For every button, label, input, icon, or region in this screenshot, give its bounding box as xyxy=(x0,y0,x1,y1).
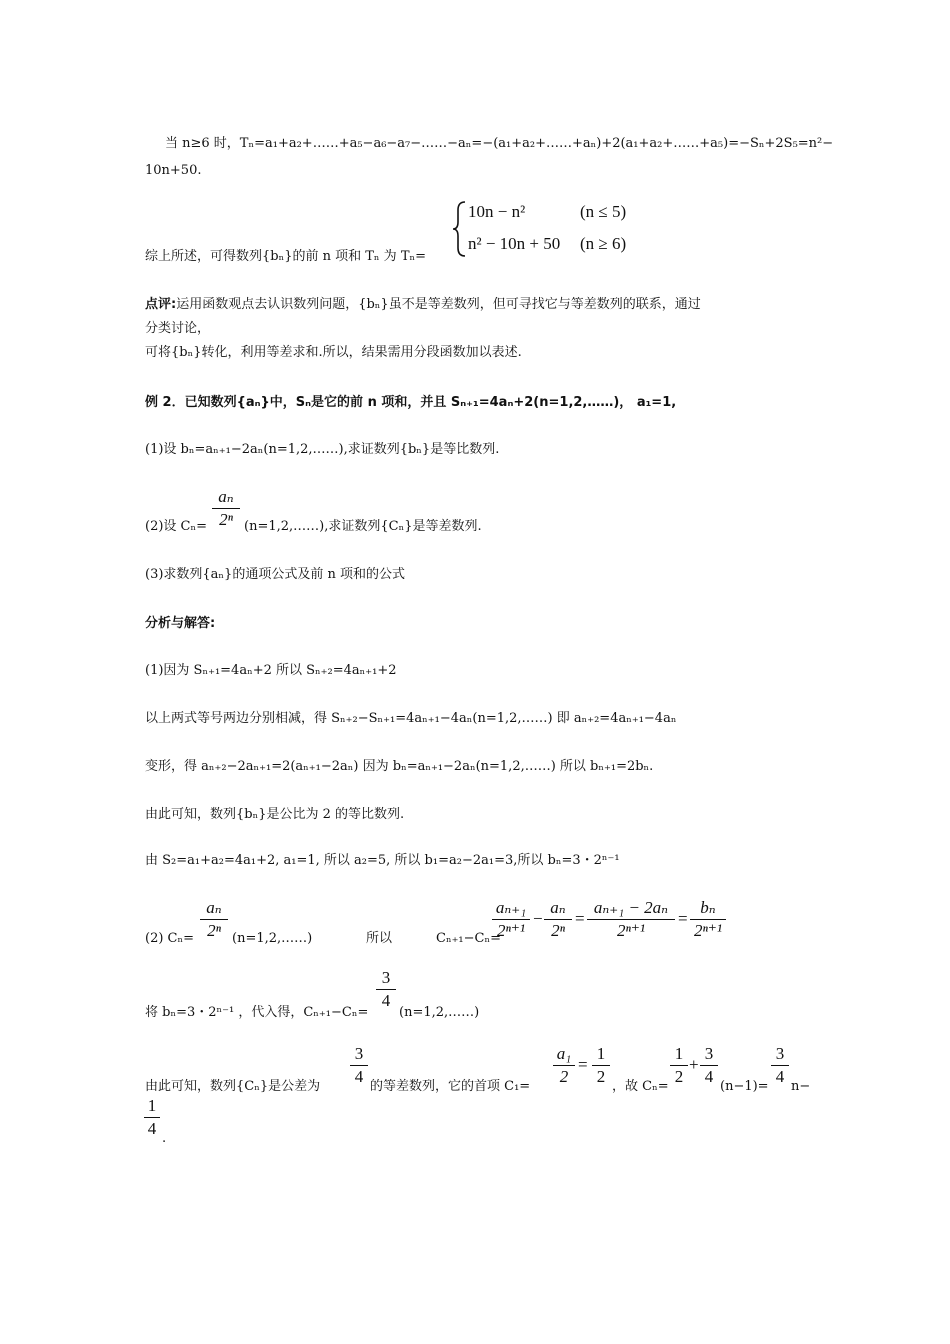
brace-icon xyxy=(452,200,468,258)
part-2-range: (n=1,2,……) xyxy=(232,931,313,946)
fraction-one-half: 1 2 xyxy=(592,1044,610,1087)
fraction-one-quarter: 1 4 xyxy=(144,1096,160,1139)
conclusion-line: ，故 Cₙ= xyxy=(612,1079,669,1094)
question-1: (1)设 bₙ=aₙ₊₁−2aₙ(n=1,2,……),求证数列{bₙ}是等比数列. xyxy=(145,442,500,457)
minus-sign: − xyxy=(533,909,543,928)
fraction-one-half: 1 2 xyxy=(670,1044,688,1087)
answer-line: (1)因为 Sₙ₊₁=4aₙ+2 所以 Sₙ₊₂=4aₙ₊₁+2 xyxy=(145,663,397,678)
fraction-three-quarters: 3 4 xyxy=(700,1044,718,1087)
fraction-three-quarters: 3 4 xyxy=(350,1044,368,1087)
equals-sign: = xyxy=(678,909,688,928)
text-line: 综上所述，可得数列{bₙ}的前 n 项和 Tₙ 为 Tₙ= xyxy=(145,249,427,264)
part-2-prefix: (2) Cₙ= xyxy=(145,931,195,946)
equals-sign: = xyxy=(575,909,585,928)
answer-heading: 分析与解答: xyxy=(145,616,216,631)
conclusion-line: n− xyxy=(791,1079,811,1094)
comment-text: 运用函数观点去认识数列问题，{bₙ}虽不是等差数列，但可寻找它与等差数列的联系，通过 xyxy=(176,297,701,312)
fraction-bn-over-2n1: bₙ 2ⁿ⁺¹ xyxy=(690,898,726,941)
answer-line: 以上两式等号两边分别相减，得 Sₙ₊₂−Sₙ₊₁=4aₙ₊₁−4aₙ(n=1,2,……) 即 aₙ₊₂=4aₙ₊₁−4aₙ xyxy=(145,711,677,726)
conclusion-line: 由此可知，数列{Cₙ}是公差为 xyxy=(145,1079,321,1094)
fraction-three-quarters: 3 4 xyxy=(376,968,396,1011)
comment-line: 可将{bₙ}转化，利用等差求和.所以，结果需用分段函数加以表述. xyxy=(145,345,522,360)
piece-1-condition: (n ≤ 5) xyxy=(580,202,627,221)
conclusion-line: (n−1)= xyxy=(720,1079,769,1094)
part-2-so: 所以 xyxy=(366,931,393,946)
text-line: 10n+50. xyxy=(145,163,202,178)
fraction-an-over-2n: aₙ 2ⁿ xyxy=(200,898,228,941)
fraction-an-over-2n: aₙ 2ⁿ xyxy=(212,487,240,530)
conclusion-end: . xyxy=(162,1131,167,1146)
question-2-prefix: (2)设 Cₙ= xyxy=(145,519,208,534)
piece-2: n² − 10n + 50 xyxy=(468,234,561,253)
answer-line: 变形，得 aₙ₊₂−2aₙ₊₁=2(aₙ₊₁−2aₙ) 因为 bₙ=aₙ₊₁−2aₙ(n=1,2,……) 所以 bₙ₊₁=2bₙ. xyxy=(145,759,654,774)
comment-label: 点评: xyxy=(145,297,177,312)
plus-sign: + xyxy=(689,1055,699,1074)
substitution-range: (n=1,2,……) xyxy=(399,1005,480,1020)
comment-line xyxy=(145,296,701,314)
substitution-line: 将 bₙ=3・2ⁿ⁻¹ ，代入得，Cₙ₊₁−Cₙ= xyxy=(145,1005,369,1020)
piece-1: 10n − n² xyxy=(468,202,526,221)
fraction-an-over-2n: aₙ 2ⁿ xyxy=(544,898,572,941)
question-2-suffix: (n=1,2,……),求证数列{Cₙ}是等差数列. xyxy=(244,519,482,534)
piece-2-condition: (n ≥ 6) xyxy=(580,234,627,253)
equals-sign: = xyxy=(578,1055,588,1074)
conclusion-line: 的等差数列，它的首项 C₁= xyxy=(370,1079,531,1094)
fraction-three-quarters: 3 4 xyxy=(771,1044,789,1087)
fraction-diff-over-2n1: aₙ₊₁ − 2aₙ 2ⁿ⁺¹ xyxy=(587,898,675,941)
question-3: (3)求数列{aₙ}的通项公式及前 n 项和的公式 xyxy=(145,567,405,582)
example-heading: 例 2．已知数列{aₙ}中，Sₙ是它的前 n 项和，并且 Sₙ₊₁=4aₙ+2(n=1,2,……)， a₁=1, xyxy=(145,395,677,410)
comment-line: 分类讨论， xyxy=(145,321,211,336)
answer-line: 由 S₂=a₁+a₂=4a₁+2, a₁=1, 所以 a₂=5, 所以 b₁=a₂−2a₁=3,所以 bₙ=3・2ⁿ⁻¹ xyxy=(145,853,620,868)
fraction-a1-over-2: a₁ 2 xyxy=(553,1044,575,1087)
text-line: 当 n≥6 时，Tₙ=a₁+a₂+……+a₅−a₆−a₇−……−aₙ=−(a₁+a₂+……+aₙ)+2(a₁+a₂+……+a₅)=−Sₙ+2S₅=n²− xyxy=(165,136,834,151)
part-2-diff: Cₙ₊₁−Cₙ= xyxy=(436,931,501,946)
fraction-an1-over-2n1: aₙ₊₁ 2ⁿ⁺¹ xyxy=(492,898,530,941)
answer-line: 由此可知，数列{bₙ}是公比为 2 的等比数列. xyxy=(145,807,405,822)
